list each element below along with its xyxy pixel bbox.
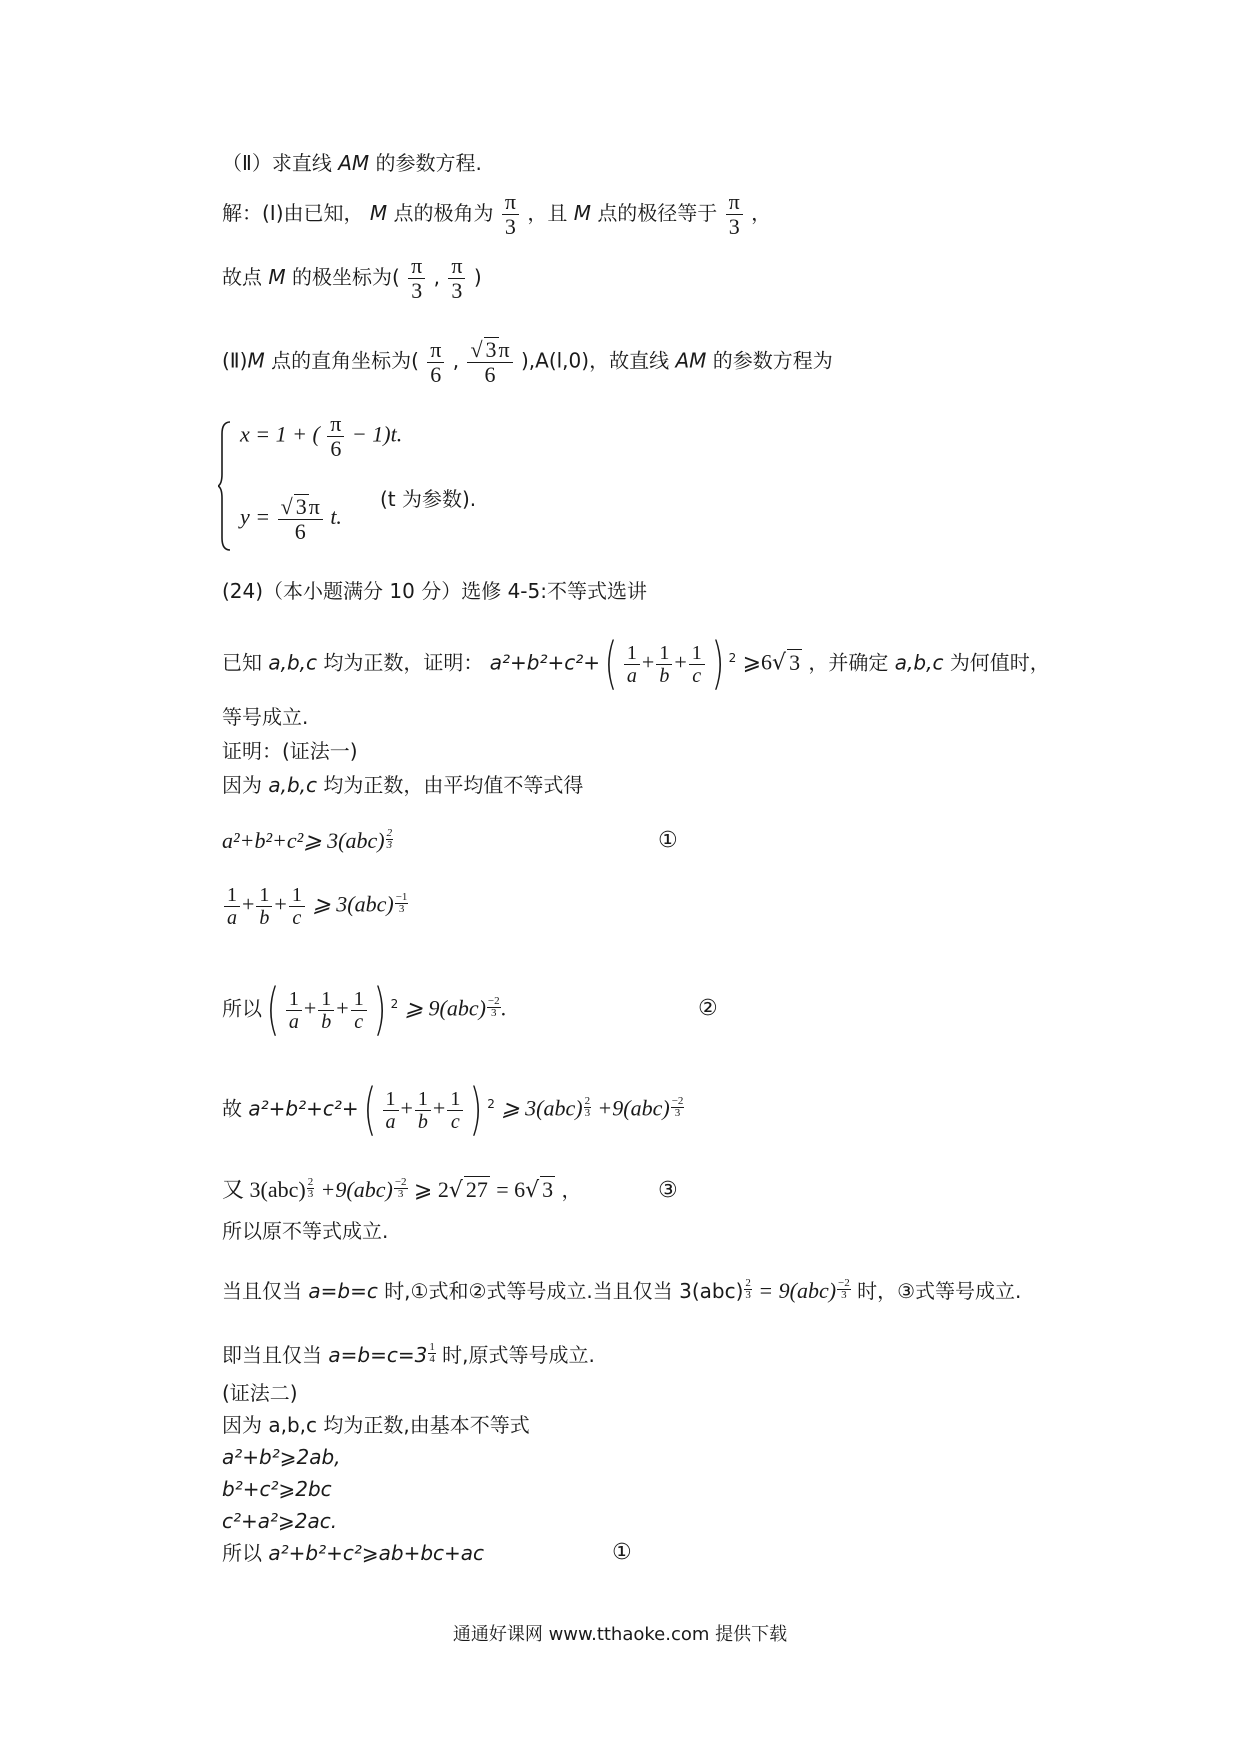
text: , xyxy=(433,265,440,289)
numerator: 1 xyxy=(256,884,272,907)
proof2-title xyxy=(222,1380,298,1406)
denominator: 3 xyxy=(674,1106,681,1119)
circled-1b: ① xyxy=(612,1540,632,1565)
right-paren: ) xyxy=(373,977,387,1042)
denominator: 3 xyxy=(397,1188,404,1200)
numerator: 1 xyxy=(318,988,334,1011)
text: ⩾ 3(abc) xyxy=(501,1095,583,1121)
radicand: 3 xyxy=(542,1177,554,1202)
text: 等号成立. xyxy=(222,705,309,729)
text: M xyxy=(369,201,388,225)
denominator: 3 xyxy=(728,214,740,239)
text: ，并确定 xyxy=(808,650,889,675)
left-paren: ( xyxy=(266,977,280,1042)
text: a²+b²+c²⩾ 3(abc) xyxy=(222,828,385,853)
param-note xyxy=(380,486,476,512)
exponent: 2 xyxy=(390,996,399,1011)
sqrt-sign: √ xyxy=(470,337,483,362)
fraction xyxy=(624,642,640,687)
denominator: b xyxy=(321,1010,332,1033)
denominator: a xyxy=(288,1010,299,1033)
text: 点的极径等于 xyxy=(597,201,718,225)
text: , xyxy=(452,348,460,373)
text: 解：(Ⅰ)由已知， xyxy=(222,201,364,225)
denominator: 3 xyxy=(841,1289,847,1301)
denominator: 3 xyxy=(398,902,405,915)
denominator: 6 xyxy=(330,436,342,461)
inequality-5 xyxy=(222,1176,582,1204)
denominator: c xyxy=(292,907,302,929)
fraction xyxy=(224,884,240,929)
basic-ineq-3 xyxy=(222,1508,337,1534)
text: a=b=c xyxy=(308,1279,378,1303)
denominator: 3 xyxy=(504,214,516,239)
param-y xyxy=(240,494,342,544)
fraction xyxy=(318,988,334,1033)
text: a=b=c=3 xyxy=(328,1343,428,1367)
radicand: 3 xyxy=(485,337,497,362)
fraction xyxy=(383,1088,399,1133)
text: t. xyxy=(330,504,342,530)
numerator: 2 xyxy=(745,1277,751,1289)
denominator: a xyxy=(385,1110,396,1133)
denominator: 4 xyxy=(429,1353,435,1365)
text: a,b,c xyxy=(894,650,944,675)
fraction xyxy=(327,412,344,461)
denominator: 3 xyxy=(411,278,423,303)
text: = 9(abc) xyxy=(758,1278,837,1303)
text: AM xyxy=(675,348,707,373)
text: ⩾ 2 xyxy=(413,1177,449,1202)
proof1-title xyxy=(222,738,358,764)
right-paren: ) xyxy=(469,1077,483,1142)
text: 均为正数，证明： xyxy=(323,650,484,675)
numerator: 1 xyxy=(351,988,367,1011)
fraction xyxy=(415,1088,431,1133)
text: (t 为参数). xyxy=(380,487,477,511)
plus: + xyxy=(400,1095,413,1121)
text: M xyxy=(573,201,591,225)
text: ， xyxy=(561,1178,582,1202)
fraction xyxy=(289,884,305,929)
text: a,b,c xyxy=(268,650,318,675)
numerator: 1 xyxy=(447,1088,463,1111)
numerator xyxy=(467,337,512,363)
text: c²+a²⩾2ac. xyxy=(222,1509,338,1533)
numerator: 1 xyxy=(656,642,672,665)
param-x xyxy=(240,412,402,461)
numerator: π xyxy=(502,190,519,215)
text: b²+c²⩾2bc xyxy=(222,1477,332,1501)
numerator: −2 xyxy=(838,1277,850,1289)
radicand: 3 xyxy=(295,494,307,519)
numerator: −1 xyxy=(395,890,408,903)
sqrt-sign: √ xyxy=(772,650,787,676)
text: 故点 xyxy=(222,265,262,289)
numerator: −2 xyxy=(671,1094,684,1107)
numerator: π xyxy=(448,254,465,279)
equality-condition xyxy=(222,1278,1021,1304)
numerator: 1 xyxy=(224,884,240,907)
exponent xyxy=(584,1096,592,1119)
final-ineq xyxy=(222,1540,484,1566)
text: x = 1 + ( xyxy=(240,421,320,447)
denominator: 6 xyxy=(484,362,496,387)
text: 时,①式和②式等号成立.当且仅当 3(abc) xyxy=(384,1279,744,1303)
circled-2: ② xyxy=(698,996,718,1021)
text: 的参数方程. xyxy=(375,151,482,175)
given-line xyxy=(222,631,1050,696)
left-paren: ( xyxy=(604,631,618,696)
denominator: c xyxy=(692,664,702,687)
text: 的极坐标为( xyxy=(291,265,400,289)
text: 所以原不等式成立. xyxy=(222,1219,389,1243)
denominator: 6 xyxy=(430,361,442,387)
solution-part1 xyxy=(222,190,771,239)
text: 因为 a,b,c 均为正数,由基本不等式 xyxy=(222,1413,530,1437)
inequality-2: $\frac{1}{a}$ + $\frac{1}{b}$ + $\frac{1}{c}$ ⩾ 3(abc) $\frac{-1}{3}$ xyxy=(222,884,408,929)
text: AM xyxy=(338,151,370,175)
numerator: −2 xyxy=(487,994,500,1007)
part2-question xyxy=(222,150,482,176)
text: π xyxy=(498,337,510,362)
text: 因为 xyxy=(222,773,262,797)
denominator: a xyxy=(227,907,237,929)
fraction xyxy=(656,642,672,687)
denominator: c xyxy=(450,1110,460,1133)
text: (24)（本小题满分 10 分）选修 4-5:不等式选讲 xyxy=(222,579,647,603)
right-paren: ) xyxy=(711,631,725,696)
numerator: π xyxy=(408,254,425,279)
numerator: 1 xyxy=(624,642,640,665)
text: 点的极角为 xyxy=(393,201,494,225)
text: (证法二) xyxy=(222,1381,298,1405)
fraction xyxy=(408,254,425,303)
exponent xyxy=(394,1177,408,1200)
text: M xyxy=(268,265,286,289)
denominator: a xyxy=(626,664,637,687)
footer: 通通好课网 www.tthaoke.com 提供下载 xyxy=(452,1624,788,1645)
numerator: 1 xyxy=(383,1088,399,1111)
left-brace-icon xyxy=(218,420,232,552)
numerator: −2 xyxy=(394,1176,407,1188)
plus: + xyxy=(303,995,317,1021)
circled-3: ③ xyxy=(658,1178,678,1203)
exponent: 2 xyxy=(728,650,737,665)
left-paren: ( xyxy=(363,1077,377,1142)
numerator: 1 xyxy=(286,988,302,1011)
orig-holds xyxy=(222,1218,388,1244)
text: a,b,c xyxy=(268,773,318,797)
text: +9(abc) xyxy=(320,1177,393,1202)
text: （Ⅱ）求直线 xyxy=(222,151,332,175)
text: 已知 xyxy=(222,650,262,675)
text: 即当且仅当 xyxy=(222,1343,322,1367)
numerator: 2 xyxy=(386,827,393,839)
text: 均为正数，由平均值不等式得 xyxy=(323,773,584,797)
polar-coordinate-line xyxy=(222,254,482,303)
basic-ineq-2 xyxy=(222,1476,332,1502)
fraction xyxy=(448,254,465,303)
text: 点的直角坐标为( xyxy=(271,348,419,373)
exponent xyxy=(837,1278,851,1301)
eq-holds xyxy=(222,704,308,730)
text: 又 3(abc) xyxy=(222,1177,306,1202)
text: 故 xyxy=(222,1096,242,1121)
numerator: 1 xyxy=(429,1341,435,1353)
inequality-1 xyxy=(222,828,393,854)
numerator: π xyxy=(327,412,344,437)
plus: + xyxy=(674,649,687,675)
denominator: b xyxy=(259,907,270,929)
plus: + xyxy=(641,649,655,675)
denominator: 3 xyxy=(745,1289,751,1301)
radicand: 3 xyxy=(789,649,801,675)
numerator: 1 xyxy=(689,642,705,665)
exponent xyxy=(671,1096,685,1119)
fraction xyxy=(278,494,323,544)
denominator: b xyxy=(659,664,670,687)
text: − 1)t. xyxy=(351,421,403,447)
text: ),A(l,0)，故直线 xyxy=(520,348,670,373)
circled-1: ① xyxy=(658,828,678,853)
sqrt-sign: √ xyxy=(280,494,293,519)
exponent: 2 xyxy=(487,1096,495,1111)
text: a²+b²+c²+ xyxy=(248,1096,359,1121)
sqrt-sign: √ xyxy=(448,1178,463,1203)
text: 的参数方程为 xyxy=(712,348,833,373)
because-line xyxy=(222,772,583,798)
rect-coordinate-line xyxy=(222,337,833,387)
question-24-title xyxy=(222,578,647,604)
denominator: 3 xyxy=(386,839,393,851)
fraction xyxy=(256,884,272,929)
text: 证明：(证法一) xyxy=(222,739,358,763)
denominator: 3 xyxy=(584,1106,591,1119)
fraction xyxy=(286,988,302,1033)
text: 为何值时， xyxy=(949,650,1050,675)
text: 时，③式等号成立. xyxy=(857,1279,1022,1303)
exponent xyxy=(386,828,394,851)
numerator: 2 xyxy=(584,1094,591,1107)
fraction xyxy=(467,337,512,387)
numerator: π xyxy=(427,338,444,363)
text: ， xyxy=(751,201,772,225)
sqrt-sign: √ xyxy=(525,1178,540,1203)
text: π xyxy=(308,494,320,519)
numerator: π xyxy=(726,190,743,215)
text: a²+b²+c²⩾ab+bc+ac xyxy=(268,1541,485,1565)
text: a²+b²⩾2ab, xyxy=(222,1445,341,1469)
basic-ineq-1 xyxy=(222,1444,341,1470)
text: ⩾6 xyxy=(742,649,773,675)
text: ，且 xyxy=(527,201,568,225)
denominator: 6 xyxy=(294,519,306,544)
exponent xyxy=(744,1278,752,1301)
iff-line xyxy=(222,1342,595,1368)
fraction xyxy=(351,988,367,1033)
text: = 6 xyxy=(496,1177,526,1202)
text: M xyxy=(247,348,265,373)
exponent xyxy=(307,1177,315,1200)
numerator xyxy=(278,494,323,520)
fraction xyxy=(427,338,444,387)
denominator: 3 xyxy=(307,1188,314,1200)
denominator: 3 xyxy=(451,278,463,303)
exponent xyxy=(428,1342,436,1365)
inequality-4 xyxy=(222,1077,684,1142)
text: ⩾ 9(abc) xyxy=(404,995,486,1021)
radicand: 27 xyxy=(465,1177,488,1202)
text: +9(abc) xyxy=(597,1095,670,1121)
text: ) xyxy=(473,265,482,289)
denominator: c xyxy=(354,1010,364,1033)
exponent xyxy=(487,996,501,1019)
text: 当且仅当 xyxy=(222,1279,302,1303)
text: ⩾ 3(abc) xyxy=(312,891,394,917)
numerator: 1 xyxy=(289,884,305,907)
text: (Ⅱ) xyxy=(222,348,248,373)
numerator: 2 xyxy=(307,1176,314,1188)
denominator: b xyxy=(417,1110,428,1133)
fraction xyxy=(447,1088,463,1133)
because2-line xyxy=(222,1412,530,1438)
exponent xyxy=(395,892,409,915)
text: y = xyxy=(240,504,271,530)
denominator: 3 xyxy=(491,1006,497,1019)
fraction xyxy=(502,190,519,239)
fraction xyxy=(726,190,743,239)
plus: + xyxy=(432,1095,446,1121)
inequality-3: 所以( $\frac{1}{a}$ + $\frac{1}{b}$ + $\frac{1}{c}$ ) $^2$ ⩾ 9(abc) $\frac{-2}{3}$ . xyxy=(222,977,507,1042)
text: 所以 xyxy=(222,996,262,1021)
plus: + xyxy=(336,995,349,1021)
fraction xyxy=(689,642,705,687)
text: 所以 xyxy=(222,1541,262,1565)
text: a²+b²+c²+ xyxy=(489,650,601,675)
text: 时,原式等号成立. xyxy=(442,1343,595,1367)
numerator: 1 xyxy=(415,1088,431,1111)
